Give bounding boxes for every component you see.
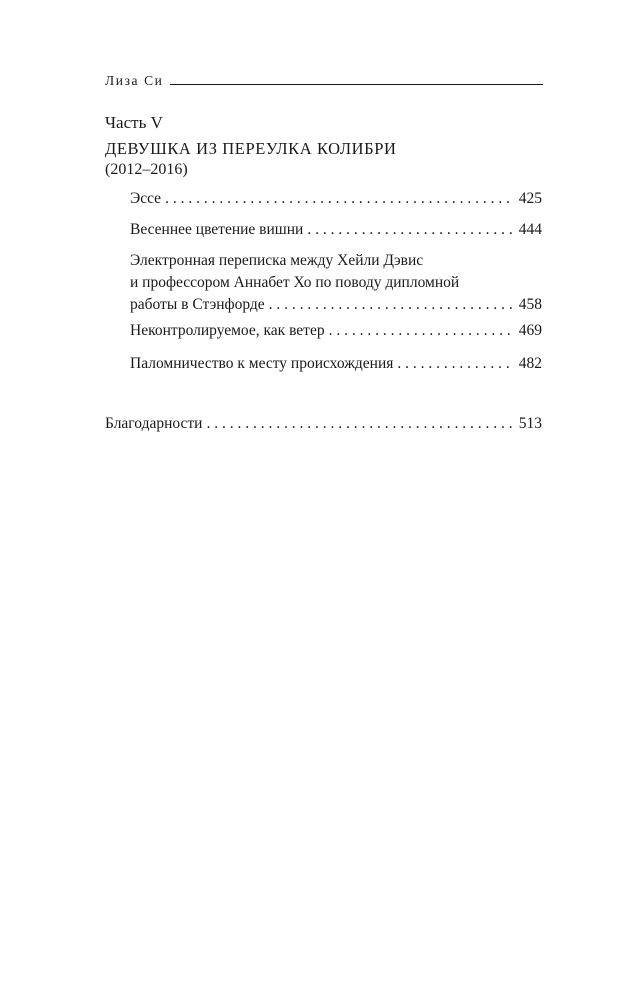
toc-entry-title-line: и профессором Аннабет Хо по поводу дипломной [130,274,460,291]
toc-entry-title: работы в Стэнфорде [130,296,265,313]
toc-page-number: 458 [518,296,542,313]
toc-line [130,353,542,375]
toc-page-number: 469 [518,322,542,339]
header-rule [170,84,543,85]
toc-entry-title: Благодарности [105,415,203,432]
part-years: (2012–2016) [105,161,188,178]
dot-leader [206,413,512,435]
toc-line [130,219,542,241]
part-title: ДЕВУШКА ИЗ ПЕРЕУЛКА КОЛИБРИ [105,139,397,158]
running-head [105,73,543,89]
toc-entry-email-correspondence[interactable] [130,250,542,316]
toc-entry-title-line: Электронная переписка между Хейли Дэвис [130,252,424,269]
dot-leader [307,219,512,241]
dot-leader [269,294,512,316]
toc-entry-title: Весеннее цветение вишни [130,221,304,238]
toc-entry-pilgrimage[interactable] [130,353,542,375]
dot-leader [397,353,512,375]
toc-page-number: 425 [518,190,542,207]
toc-line [130,188,542,210]
dot-leader [329,320,512,342]
toc-entry-spring-blossom[interactable] [130,219,542,241]
toc-entry-title: Эссе [130,190,162,207]
toc-entry-esse[interactable] [130,188,542,210]
toc-page-number: 444 [518,221,542,238]
toc-line [105,413,542,435]
toc-entry-title: Паломничество к месту происхождения [130,355,394,372]
toc-entry-title: Неконтролируемое, как ветер [130,322,325,339]
toc-entry-uncontrollable-wind[interactable] [130,320,542,342]
toc-page-number: 513 [518,415,542,432]
running-head-author: Лиза Си [105,73,164,88]
toc-line [130,294,542,316]
part-label: Часть V [105,113,163,132]
dot-leader [165,188,512,210]
toc-page-number: 482 [518,355,542,372]
toc-entry-acknowledgements[interactable] [105,413,542,435]
toc-line [130,320,542,342]
